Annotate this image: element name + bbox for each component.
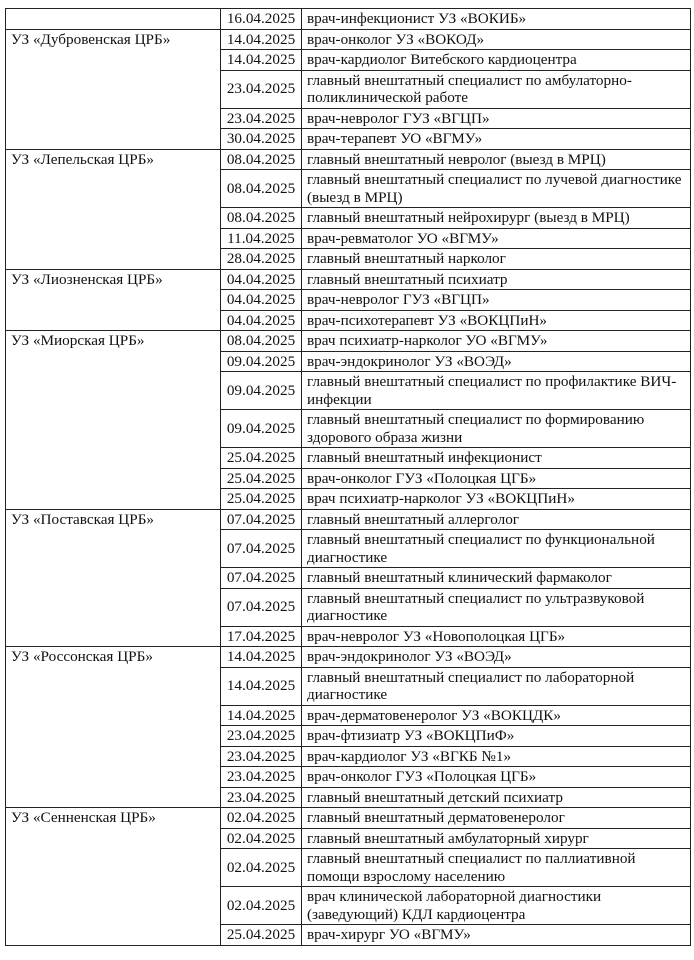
date-cell: 07.04.2025	[221, 530, 302, 568]
date-cell: 02.04.2025	[221, 808, 302, 829]
specialist-cell: врач-кардиолог Витебского кардиоцентра	[302, 50, 691, 71]
table-row	[6, 647, 691, 668]
date-cell: 04.04.2025	[221, 269, 302, 290]
table-row	[6, 29, 691, 50]
institution-cell: УЗ «Сенненская ЦРБ»	[6, 808, 221, 946]
schedule-table	[5, 8, 691, 946]
specialist-cell: врач психиатр-нарколог УО «ВГМУ»	[302, 331, 691, 352]
date-cell: 23.04.2025	[221, 767, 302, 788]
date-cell: 25.04.2025	[221, 468, 302, 489]
institution-cell: УЗ «Лиозненская ЦРБ»	[6, 269, 221, 331]
specialist-cell: главный внештатный психиатр	[302, 269, 691, 290]
table-row	[6, 808, 691, 829]
specialist-cell: главный внештатный амбулаторный хирург	[302, 828, 691, 849]
specialist-cell: главный внештатный специалист по лучевой диагностике (выезд в МРЦ)	[302, 170, 691, 208]
specialist-cell: врач-кардиолог УЗ «ВГКБ №1»	[302, 746, 691, 767]
specialist-cell: главный внештатный специалист по функциональной диагностике	[302, 530, 691, 568]
date-cell: 17.04.2025	[221, 626, 302, 647]
specialist-cell: врач-эндокринолог УЗ «ВОЭД»	[302, 647, 691, 668]
specialist-cell: врач-невролог ГУЗ «ВГЦП»	[302, 108, 691, 129]
specialist-cell: врач-инфекционист УЗ «ВОКИБ»	[302, 9, 691, 30]
institution-cell: УЗ «Поставская ЦРБ»	[6, 509, 221, 647]
date-cell: 02.04.2025	[221, 849, 302, 887]
date-cell: 25.04.2025	[221, 925, 302, 946]
specialist-cell: врач-эндокринолог УЗ «ВОЭД»	[302, 351, 691, 372]
date-cell: 23.04.2025	[221, 108, 302, 129]
date-cell: 08.04.2025	[221, 149, 302, 170]
specialist-cell: врач-дерматовенеролог УЗ «ВОКЦДК»	[302, 705, 691, 726]
specialist-cell: врач психиатр-нарколог УЗ «ВОКЦПиН»	[302, 489, 691, 510]
institution-cell: УЗ «Дубровенская ЦРБ»	[6, 29, 221, 149]
specialist-cell: главный внештатный клинический фармаколог	[302, 568, 691, 589]
date-cell: 23.04.2025	[221, 726, 302, 747]
specialist-cell: врач-ревматолог УО «ВГМУ»	[302, 228, 691, 249]
specialist-cell: главный внештатный нейрохирург (выезд в МРЦ)	[302, 208, 691, 229]
date-cell: 23.04.2025	[221, 70, 302, 108]
date-cell: 09.04.2025	[221, 372, 302, 410]
date-cell: 02.04.2025	[221, 887, 302, 925]
table-row	[6, 149, 691, 170]
specialist-cell: врач-невролог ГУЗ «ВГЦП»	[302, 290, 691, 311]
schedule-table-body	[6, 9, 691, 946]
date-cell: 23.04.2025	[221, 746, 302, 767]
date-cell: 28.04.2025	[221, 249, 302, 270]
institution-cell: УЗ «Миорская ЦРБ»	[6, 331, 221, 510]
table-row	[6, 509, 691, 530]
specialist-cell: главный внештатный нарколог	[302, 249, 691, 270]
specialist-cell: главный внештатный специалист по паллиативной помощи взрослому населению	[302, 849, 691, 887]
table-row	[6, 269, 691, 290]
institution-cell: УЗ «Россонская ЦРБ»	[6, 647, 221, 808]
specialist-cell: главный внештатный специалист по ультразвуковой диагностике	[302, 588, 691, 626]
date-cell: 04.04.2025	[221, 290, 302, 311]
date-cell: 14.04.2025	[221, 647, 302, 668]
date-cell: 14.04.2025	[221, 705, 302, 726]
specialist-cell: главный внештатный специалист по лабораторной диагностике	[302, 667, 691, 705]
date-cell: 30.04.2025	[221, 129, 302, 150]
table-row	[6, 331, 691, 352]
specialist-cell: главный внештатный специалист по амбулаторно-поликлинической работе	[302, 70, 691, 108]
specialist-cell: врач-онколог ГУЗ «Полоцкая ЦГБ»	[302, 468, 691, 489]
specialist-cell: врач клинической лабораторной диагностики (заведующий) КДЛ кардиоцентра	[302, 887, 691, 925]
specialist-cell: главный внештатный невролог (выезд в МРЦ)	[302, 149, 691, 170]
date-cell: 14.04.2025	[221, 50, 302, 71]
specialist-cell: врач-хирург УО «ВГМУ»	[302, 925, 691, 946]
specialist-cell: врач-невролог УЗ «Новополоцкая ЦГБ»	[302, 626, 691, 647]
specialist-cell: врач-психотерапевт УЗ «ВОКЦПиН»	[302, 310, 691, 331]
specialist-cell: главный внештатный дерматовенеролог	[302, 808, 691, 829]
date-cell: 07.04.2025	[221, 588, 302, 626]
institution-cell: УЗ «Лепельская ЦРБ»	[6, 149, 221, 269]
date-cell: 14.04.2025	[221, 29, 302, 50]
specialist-cell: врач-онколог ГУЗ «Полоцкая ЦГБ»	[302, 767, 691, 788]
date-cell: 07.04.2025	[221, 509, 302, 530]
date-cell: 08.04.2025	[221, 170, 302, 208]
table-row	[6, 9, 691, 30]
specialist-cell: врач-терапевт УО «ВГМУ»	[302, 129, 691, 150]
specialist-cell: врач-онколог УЗ «ВОКОД»	[302, 29, 691, 50]
date-cell: 07.04.2025	[221, 568, 302, 589]
specialist-cell: главный внештатный детский психиатр	[302, 787, 691, 808]
date-cell: 11.04.2025	[221, 228, 302, 249]
date-cell: 25.04.2025	[221, 448, 302, 469]
date-cell: 02.04.2025	[221, 828, 302, 849]
specialist-cell: врач-фтизиатр УЗ «ВОКЦПиФ»	[302, 726, 691, 747]
institution-cell	[6, 9, 221, 30]
date-cell: 25.04.2025	[221, 489, 302, 510]
date-cell: 16.04.2025	[221, 9, 302, 30]
date-cell: 09.04.2025	[221, 410, 302, 448]
specialist-cell: главный внештатный специалист по профилактике ВИЧ-инфекции	[302, 372, 691, 410]
schedule-document	[5, 8, 691, 946]
specialist-cell: главный внештатный специалист по формированию здорового образа жизни	[302, 410, 691, 448]
date-cell: 09.04.2025	[221, 351, 302, 372]
date-cell: 08.04.2025	[221, 208, 302, 229]
date-cell: 08.04.2025	[221, 331, 302, 352]
specialist-cell: главный внештатный аллерголог	[302, 509, 691, 530]
date-cell: 14.04.2025	[221, 667, 302, 705]
date-cell: 04.04.2025	[221, 310, 302, 331]
date-cell: 23.04.2025	[221, 787, 302, 808]
specialist-cell: главный внештатный инфекционист	[302, 448, 691, 469]
